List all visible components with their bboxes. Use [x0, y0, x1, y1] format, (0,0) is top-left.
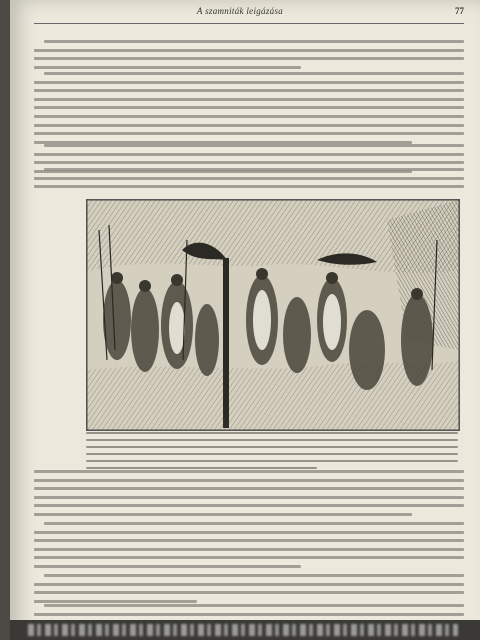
- paragraph-6: [34, 522, 464, 574]
- figure-caption: [86, 432, 458, 474]
- engraving-figure: [86, 199, 460, 431]
- paragraph-8: [34, 604, 464, 621]
- paragraph-2: [34, 72, 464, 149]
- running-head: [10, 6, 480, 20]
- book-page: [10, 0, 480, 640]
- scan-edge-strip: [10, 620, 480, 640]
- running-title: A szamniták leigázása: [196, 6, 284, 16]
- engraving-illustration: [87, 200, 459, 430]
- paragraph-1: [34, 40, 464, 74]
- paragraph-4: [34, 168, 464, 194]
- header-rule: [34, 23, 464, 24]
- page-number: 77: [455, 6, 464, 16]
- paragraph-5: [34, 470, 464, 522]
